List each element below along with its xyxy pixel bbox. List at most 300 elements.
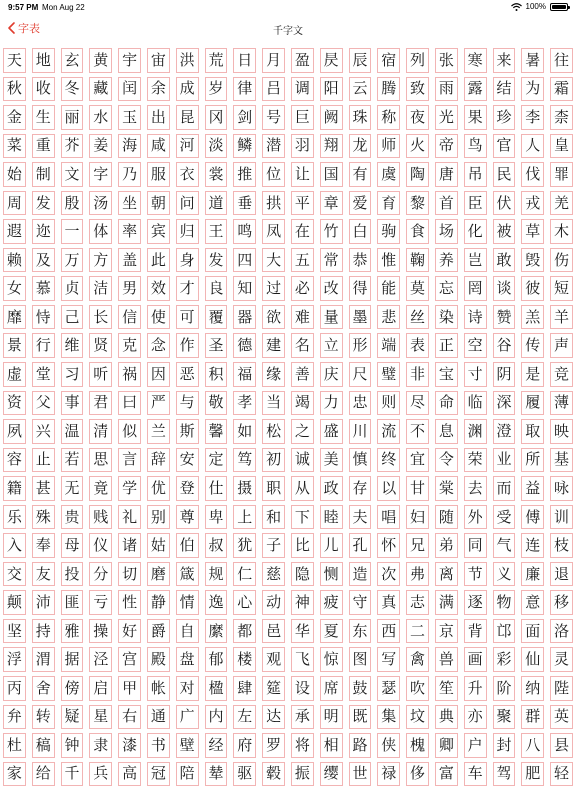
character-cell[interactable] [317,588,346,617]
character-cell[interactable] [58,446,87,475]
character-cell[interactable] [115,760,144,788]
character-cell[interactable] [403,588,432,617]
character-cell[interactable] [259,531,288,560]
character-cell[interactable] [29,531,58,560]
character-cell[interactable] [490,474,519,503]
character-cell[interactable] [173,274,202,303]
character-cell[interactable] [547,446,576,475]
character-cell[interactable] [547,46,576,75]
character-cell[interactable] [432,75,461,104]
character-cell[interactable] [202,446,231,475]
character-cell[interactable] [259,360,288,389]
character-cell[interactable] [230,75,259,104]
character-cell[interactable] [29,246,58,275]
character-cell[interactable] [346,274,375,303]
character-cell[interactable] [518,417,547,446]
character-cell[interactable] [374,617,403,646]
character-cell[interactable] [490,560,519,589]
character-cell[interactable] [374,217,403,246]
character-cell[interactable] [0,417,29,446]
character-cell[interactable] [230,617,259,646]
character-cell[interactable] [115,360,144,389]
character-cell[interactable] [86,731,115,760]
character-cell[interactable] [0,760,29,788]
character-cell[interactable] [230,531,259,560]
character-cell[interactable] [144,303,173,332]
character-cell[interactable] [317,246,346,275]
character-cell[interactable] [518,132,547,161]
character-cell[interactable] [518,103,547,132]
character-cell[interactable] [317,132,346,161]
character-cell[interactable] [0,674,29,703]
character-cell[interactable] [259,132,288,161]
character-cell[interactable] [490,189,519,218]
character-cell[interactable] [259,160,288,189]
character-cell[interactable] [58,474,87,503]
character-cell[interactable] [58,531,87,560]
character-cell[interactable] [173,731,202,760]
character-cell[interactable] [58,503,87,532]
character-cell[interactable] [259,75,288,104]
character-cell[interactable] [144,389,173,418]
character-cell[interactable] [374,417,403,446]
character-cell[interactable] [202,474,231,503]
character-cell[interactable] [29,617,58,646]
character-cell[interactable] [230,446,259,475]
character-cell[interactable] [461,217,490,246]
character-cell[interactable] [432,674,461,703]
character-cell[interactable] [144,446,173,475]
character-cell[interactable] [432,560,461,589]
character-cell[interactable] [202,731,231,760]
character-cell[interactable] [403,303,432,332]
character-cell[interactable] [374,703,403,732]
character-cell[interactable] [0,46,29,75]
character-cell[interactable] [547,703,576,732]
character-cell[interactable] [547,474,576,503]
character-cell[interactable] [202,531,231,560]
character-cell[interactable] [115,46,144,75]
character-cell[interactable] [432,703,461,732]
character-cell[interactable] [173,417,202,446]
character-cell[interactable] [288,588,317,617]
character-cell[interactable] [86,645,115,674]
character-cell[interactable] [547,760,576,788]
character-cell[interactable] [58,617,87,646]
character-cell[interactable] [288,731,317,760]
character-cell[interactable] [173,132,202,161]
character-cell[interactable] [432,303,461,332]
character-cell[interactable] [547,303,576,332]
character-cell[interactable] [547,531,576,560]
character-cell[interactable] [58,731,87,760]
character-cell[interactable] [144,217,173,246]
character-cell[interactable] [230,389,259,418]
character-cell[interactable] [490,103,519,132]
character-cell[interactable] [202,560,231,589]
character-cell[interactable] [58,760,87,788]
character-cell[interactable] [317,217,346,246]
character-cell[interactable] [490,217,519,246]
character-cell[interactable] [490,503,519,532]
character-cell[interactable] [288,75,317,104]
character-cell[interactable] [461,645,490,674]
character-cell[interactable] [288,360,317,389]
character-cell[interactable] [317,303,346,332]
character-cell[interactable] [86,132,115,161]
character-cell[interactable] [29,389,58,418]
character-cell[interactable] [403,703,432,732]
character-cell[interactable] [317,417,346,446]
character-cell[interactable] [346,588,375,617]
character-cell[interactable] [29,46,58,75]
character-cell[interactable] [173,674,202,703]
character-cell[interactable] [374,731,403,760]
character-cell[interactable] [432,446,461,475]
character-cell[interactable] [490,274,519,303]
character-cell[interactable] [173,75,202,104]
character-cell[interactable] [346,617,375,646]
character-cell[interactable] [259,246,288,275]
character-cell[interactable] [115,617,144,646]
character-cell[interactable] [29,303,58,332]
character-cell[interactable] [490,731,519,760]
character-cell[interactable] [518,331,547,360]
character-cell[interactable] [0,103,29,132]
character-cell[interactable] [29,474,58,503]
character-cell[interactable] [317,331,346,360]
character-cell[interactable] [461,503,490,532]
character-cell[interactable] [58,217,87,246]
character-cell[interactable] [288,246,317,275]
character-cell[interactable] [115,217,144,246]
character-cell[interactable] [432,588,461,617]
character-cell[interactable] [115,503,144,532]
character-cell[interactable] [115,132,144,161]
character-cell[interactable] [374,560,403,589]
character-cell[interactable] [518,531,547,560]
character-cell[interactable] [58,674,87,703]
character-cell[interactable] [29,645,58,674]
character-cell[interactable] [144,674,173,703]
character-cell[interactable] [461,760,490,788]
character-cell[interactable] [461,560,490,589]
character-cell[interactable] [346,503,375,532]
character-cell[interactable] [403,531,432,560]
character-cell[interactable] [461,274,490,303]
character-cell[interactable] [0,617,29,646]
character-cell[interactable] [547,588,576,617]
character-cell[interactable] [259,474,288,503]
character-cell[interactable] [547,246,576,275]
character-cell[interactable] [403,674,432,703]
character-cell[interactable] [374,645,403,674]
character-cell[interactable] [259,274,288,303]
character-cell[interactable] [518,274,547,303]
character-cell[interactable] [202,360,231,389]
character-cell[interactable] [346,75,375,104]
character-cell[interactable] [202,103,231,132]
character-cell[interactable] [86,389,115,418]
character-cell[interactable] [202,331,231,360]
character-cell[interactable] [259,46,288,75]
character-cell[interactable] [0,189,29,218]
character-cell[interactable] [115,560,144,589]
character-cell[interactable] [461,389,490,418]
character-cell[interactable] [173,617,202,646]
character-cell[interactable] [518,303,547,332]
character-cell[interactable] [202,246,231,275]
character-cell[interactable] [403,46,432,75]
character-cell[interactable] [230,474,259,503]
character-cell[interactable] [173,246,202,275]
character-cell[interactable] [288,389,317,418]
character-cell[interactable] [259,331,288,360]
character-cell[interactable] [288,760,317,788]
character-cell[interactable] [346,417,375,446]
character-cell[interactable] [374,674,403,703]
character-cell[interactable] [115,389,144,418]
character-cell[interactable] [432,503,461,532]
character-cell[interactable] [86,531,115,560]
character-cell[interactable] [432,731,461,760]
character-cell[interactable] [547,360,576,389]
character-cell[interactable] [374,331,403,360]
character-cell[interactable] [144,246,173,275]
character-cell[interactable] [230,132,259,161]
character-cell[interactable] [461,417,490,446]
character-cell[interactable] [202,303,231,332]
character-cell[interactable] [432,217,461,246]
character-cell[interactable] [317,531,346,560]
character-cell[interactable] [259,417,288,446]
character-cell[interactable] [432,46,461,75]
character-cell[interactable] [346,132,375,161]
character-cell[interactable] [374,103,403,132]
character-cell[interactable] [518,217,547,246]
character-cell[interactable] [173,645,202,674]
character-cell[interactable] [461,160,490,189]
character-cell[interactable] [144,331,173,360]
character-cell[interactable] [403,331,432,360]
character-cell[interactable] [461,474,490,503]
character-cell[interactable] [403,503,432,532]
character-cell[interactable] [0,531,29,560]
character-cell[interactable] [374,446,403,475]
character-cell[interactable] [86,303,115,332]
character-cell[interactable] [432,331,461,360]
character-cell[interactable] [346,389,375,418]
character-cell[interactable] [403,417,432,446]
character-cell[interactable] [29,132,58,161]
character-cell[interactable] [346,731,375,760]
character-cell[interactable] [374,160,403,189]
character-cell[interactable] [259,189,288,218]
character-cell[interactable] [518,246,547,275]
character-cell[interactable] [403,360,432,389]
character-cell[interactable] [144,189,173,218]
character-cell[interactable] [518,674,547,703]
character-cell[interactable] [374,760,403,788]
character-cell[interactable] [202,588,231,617]
character-cell[interactable] [86,189,115,218]
character-cell[interactable] [518,503,547,532]
character-cell[interactable] [58,645,87,674]
character-cell[interactable] [29,560,58,589]
character-cell[interactable] [259,645,288,674]
character-cell[interactable] [202,674,231,703]
character-cell[interactable] [0,246,29,275]
character-cell[interactable] [346,446,375,475]
character-cell[interactable] [346,103,375,132]
character-cell[interactable] [115,246,144,275]
character-cell[interactable] [230,274,259,303]
character-cell[interactable] [115,474,144,503]
character-cell[interactable] [346,46,375,75]
character-cell[interactable] [144,617,173,646]
character-cell[interactable] [518,46,547,75]
character-cell[interactable] [403,645,432,674]
character-cell[interactable] [115,189,144,218]
character-cell[interactable] [374,75,403,104]
character-cell[interactable] [115,75,144,104]
character-cell[interactable] [115,446,144,475]
character-cell[interactable] [461,189,490,218]
character-cell[interactable] [58,389,87,418]
character-cell[interactable] [115,331,144,360]
character-cell[interactable] [461,674,490,703]
character-cell[interactable] [0,560,29,589]
character-cell[interactable] [432,417,461,446]
character-cell[interactable] [432,132,461,161]
character-cell[interactable] [58,303,87,332]
character-cell[interactable] [518,588,547,617]
character-cell[interactable] [0,503,29,532]
character-cell[interactable] [403,474,432,503]
character-cell[interactable] [202,760,231,788]
character-cell[interactable] [403,103,432,132]
character-cell[interactable] [0,75,29,104]
character-cell[interactable] [144,760,173,788]
character-cell[interactable] [490,75,519,104]
character-cell[interactable] [317,560,346,589]
character-cell[interactable] [288,46,317,75]
character-cell[interactable] [547,160,576,189]
character-cell[interactable] [490,417,519,446]
character-cell[interactable] [547,503,576,532]
character-cell[interactable] [58,331,87,360]
character-cell[interactable] [374,132,403,161]
character-cell[interactable] [86,760,115,788]
character-cell[interactable] [518,703,547,732]
character-cell[interactable] [173,588,202,617]
character-cell[interactable] [202,389,231,418]
character-cell[interactable] [346,360,375,389]
character-cell[interactable] [115,274,144,303]
character-cell[interactable] [29,75,58,104]
character-cell[interactable] [230,731,259,760]
character-cell[interactable] [490,46,519,75]
character-cell[interactable] [288,617,317,646]
character-cell[interactable] [144,46,173,75]
character-cell[interactable] [461,703,490,732]
character-cell[interactable] [202,703,231,732]
character-cell[interactable] [173,760,202,788]
character-cell[interactable] [0,645,29,674]
character-cell[interactable] [144,75,173,104]
character-cell[interactable] [144,103,173,132]
character-cell[interactable] [374,46,403,75]
character-cell[interactable] [490,703,519,732]
character-cell[interactable] [202,46,231,75]
character-cell[interactable] [173,360,202,389]
character-cell[interactable] [547,389,576,418]
character-cell[interactable] [144,703,173,732]
character-cell[interactable] [173,531,202,560]
character-cell[interactable] [115,103,144,132]
character-cell[interactable] [202,189,231,218]
character-cell[interactable] [58,417,87,446]
character-cell[interactable] [288,217,317,246]
character-cell[interactable] [374,588,403,617]
character-cell[interactable] [403,189,432,218]
character-cell[interactable] [58,75,87,104]
character-cell[interactable] [58,160,87,189]
character-cell[interactable] [374,389,403,418]
character-cell[interactable] [317,674,346,703]
character-cell[interactable] [230,674,259,703]
character-cell[interactable] [86,360,115,389]
character-cell[interactable] [58,560,87,589]
character-cell[interactable] [403,617,432,646]
character-cell[interactable] [461,46,490,75]
character-cell[interactable] [461,246,490,275]
character-cell[interactable] [173,103,202,132]
character-cell[interactable] [86,103,115,132]
character-cell[interactable] [432,474,461,503]
character-cell[interactable] [317,389,346,418]
character-cell[interactable] [144,274,173,303]
character-cell[interactable] [86,446,115,475]
character-cell[interactable] [490,331,519,360]
character-cell[interactable] [490,674,519,703]
character-cell[interactable] [202,132,231,161]
character-cell[interactable] [518,389,547,418]
character-cell[interactable] [518,474,547,503]
character-cell[interactable] [490,645,519,674]
character-cell[interactable] [0,331,29,360]
character-cell[interactable] [115,674,144,703]
character-cell[interactable] [461,331,490,360]
character-cell[interactable] [374,531,403,560]
character-cell[interactable] [461,446,490,475]
character-cell[interactable] [547,331,576,360]
character-cell[interactable] [432,389,461,418]
character-cell[interactable] [230,46,259,75]
character-cell[interactable] [518,731,547,760]
character-cell[interactable] [547,274,576,303]
character-cell[interactable] [230,560,259,589]
character-cell[interactable] [490,360,519,389]
character-cell[interactable] [173,217,202,246]
character-cell[interactable] [403,217,432,246]
character-cell[interactable] [490,617,519,646]
character-cell[interactable] [374,189,403,218]
character-cell[interactable] [58,274,87,303]
character-cell[interactable] [0,446,29,475]
character-cell[interactable] [0,217,29,246]
character-cell[interactable] [29,588,58,617]
